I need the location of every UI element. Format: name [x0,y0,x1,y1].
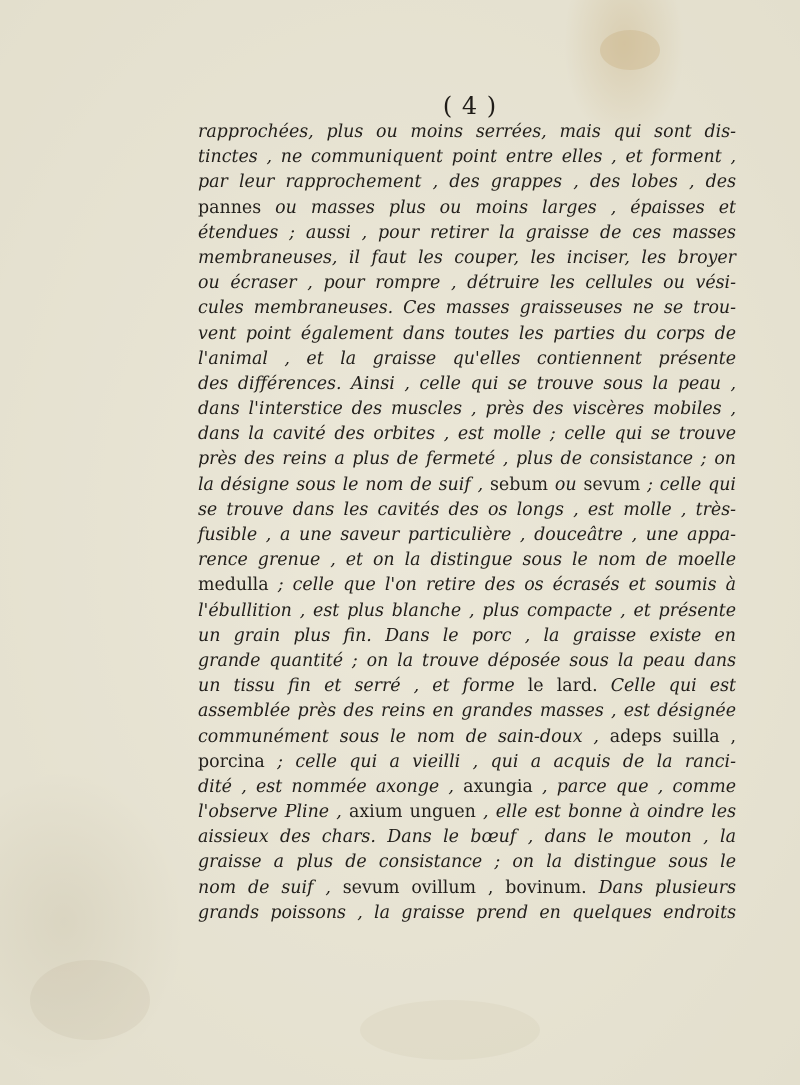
italic-text-run: fusible , a une saveur particulière , douceâtre , une appa- [198,525,736,545]
text-line [198,725,736,750]
text-line [198,523,736,548]
text-line [198,548,736,573]
italic-text-run: ou écraser , pour rompre , détruire les cellules ou vési- [198,273,736,294]
italic-text-run: la désigne sous le nom de suif , [198,474,490,495]
italic-text-run: communément sous le nom de sain-doux , [198,726,610,747]
text-line [198,473,736,498]
text-line [198,397,736,422]
text-line [198,850,736,875]
text-line [198,498,736,523]
roman-text-run: sevum ovillum , bovinum. [342,877,599,898]
roman-text-run: porcina [198,751,278,772]
italic-text-run: étendues ; aussi , pour retirer la graisse de ces masses [198,222,736,243]
italic-text-run: ou [554,474,584,495]
italic-text-run: rapprochées, plus ou moins serrées, mais qui sont dis- [198,122,736,142]
roman-text-run: axungia [463,776,543,797]
text-line [198,599,736,624]
roman-text-run: sebum [490,474,555,495]
text-line [198,120,736,145]
text-line [198,196,736,221]
italic-text-run: tinctes , ne communiquent point entre elles , et forment , [198,147,736,168]
text-line [198,800,736,825]
italic-text-run: cules membraneuses. Ces masses graisseuses ne se trou- [198,298,736,319]
text-line [198,347,736,372]
text-line [198,447,736,472]
italic-text-run: se trouve dans les cavités des os longs , est molle , très- [198,499,736,520]
italic-text-run: l'observe Pline , [198,802,349,823]
text-line [198,573,736,598]
italic-text-run: nom de suif , [198,877,343,898]
italic-text-run: l'animal , et la graisse qu'elles contiennent présente [198,348,736,369]
italic-text-run: membraneuses, il faut les couper, les inciser, les broyer [198,247,736,268]
italic-text-run: l'ébullition , est plus blanche , plus compacte , et présente [198,600,736,621]
text-line [198,170,736,195]
italic-text-run: dans l'interstice des muscles , près des viscères mobiles , [198,399,736,420]
italic-text-run: graisse a plus de consistance ; on la distingue sous le [198,852,736,873]
italic-text-run: , parce que , comme [542,776,736,797]
paper-stain [360,1000,540,1060]
text-line [198,876,736,901]
text-line [198,901,736,926]
italic-text-run: ; celle qui a vieilli , qui a acquis de la ranci- [277,751,736,772]
text-line [198,699,736,724]
roman-text-run: adeps suilla , [609,726,736,747]
text-line [198,674,736,699]
text-line [198,221,736,246]
italic-text-run: ; celle que l'on retire des os écrasés et soumis à [277,575,736,596]
text-line [198,271,736,296]
italic-text-run: par leur rapprochement , des grappes , des lobes , des [198,172,736,193]
paper-stain [600,30,660,70]
roman-text-run: sevum [583,474,648,495]
italic-text-run: dité , est nommée axonge , [198,776,464,797]
text-line [198,825,736,850]
page-number-text: ( 4 ) [442,92,498,120]
italic-text-run: , elle est bonne à oindre les [483,802,736,823]
text-line [198,296,736,321]
page-number [0,92,800,120]
italic-text-run: Celle qui est [610,676,736,697]
body-text [198,120,736,926]
roman-text-run: pannes [198,197,276,218]
text-line [198,322,736,347]
italic-text-run: ou masses plus ou moins larges , épaisses et [275,197,736,218]
italic-text-run: vent point également dans toutes les parties du corps de [198,323,736,344]
italic-text-run: assemblée près des reins en grandes masses , est désignée [198,701,736,722]
roman-text-run: medulla [198,575,278,596]
paper-stain [30,960,150,1040]
roman-text-run: axium unguen [349,802,484,823]
roman-text-run: le lard. [527,676,611,697]
text-line [198,775,736,800]
text-line [198,145,736,170]
italic-text-run: aissieux des chars. Dans le bœuf , dans le mouton , la [198,827,736,848]
text-line [198,422,736,447]
italic-text-run: grands poissons , la graisse prend en quelques endroits [198,902,736,923]
text-line [198,372,736,397]
italic-text-run: des différences. Ainsi , celle qui se trouve sous la peau , [198,373,736,394]
text-line [198,649,736,674]
text-line [198,246,736,271]
text-line [198,750,736,775]
italic-text-run: Dans plusieurs [598,877,736,898]
italic-text-run: près des reins a plus de fermeté , plus de consistance ; on [198,449,736,470]
text-line [198,624,736,649]
italic-text-run: ; celle qui [647,474,736,495]
italic-text-run: grande quantité ; on la trouve déposée sous la peau dans [198,650,736,671]
italic-text-run: dans la cavité des orbites , est molle ; celle qui se trouve [198,424,736,445]
italic-text-run: rence grenue , et on la distingue sous le nom de moelle [198,550,736,571]
italic-text-run: un tissu fin et serré , et forme [198,676,528,697]
italic-text-run: un grain plus fin. Dans le porc , la graisse existe en [198,625,736,646]
